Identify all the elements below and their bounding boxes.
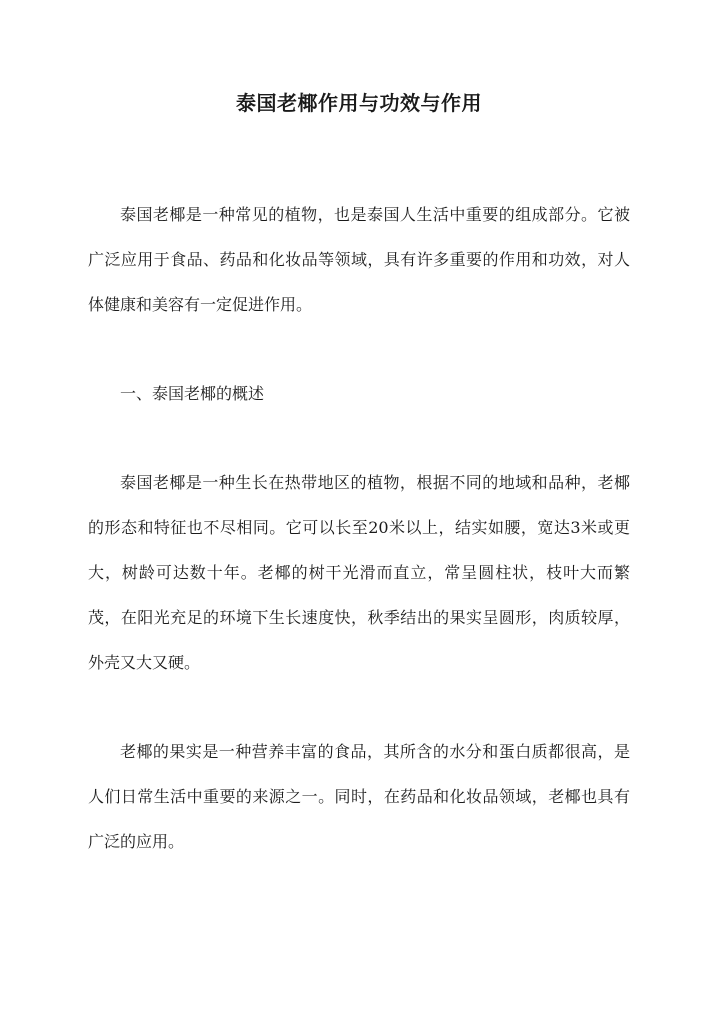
- section-heading: 一、泰国老椰的概述: [120, 384, 265, 403]
- fruit-paragraph: 老椰的果实是一种营养丰富的食品，其所含的水分和蛋白质都很高，是人们日常生活中重要的来源之一。同时，在药品和化妆品领域，老椰也具有广泛的应用。: [88, 742, 630, 851]
- intro-paragraph: 泰国老椰是一种常见的植物，也是泰国人生活中重要的组成部分。它被广泛应用于食品、药品和化妆品等领域，具有许多重要的作用和功效，对人体健康和美容有一定促进作用。: [88, 205, 630, 314]
- document-title: 泰国老椰作用与功效与作用: [236, 91, 482, 115]
- overview-paragraph: 泰国老椰是一种生长在热带地区的植物，根据不同的地域和品种，老椰的形态和特征也不尽相同。它可以长至20米以上，结实如腰，宽达3米或更大，树龄可达数十年。老椰的树干光滑而直立，常呈圆柱状，枝叶大而繁茂，在阳光充足的环境下生长速度快，秋季结出的果实呈圆形，肉质较厚，外壳又大又硬。: [88, 473, 630, 672]
